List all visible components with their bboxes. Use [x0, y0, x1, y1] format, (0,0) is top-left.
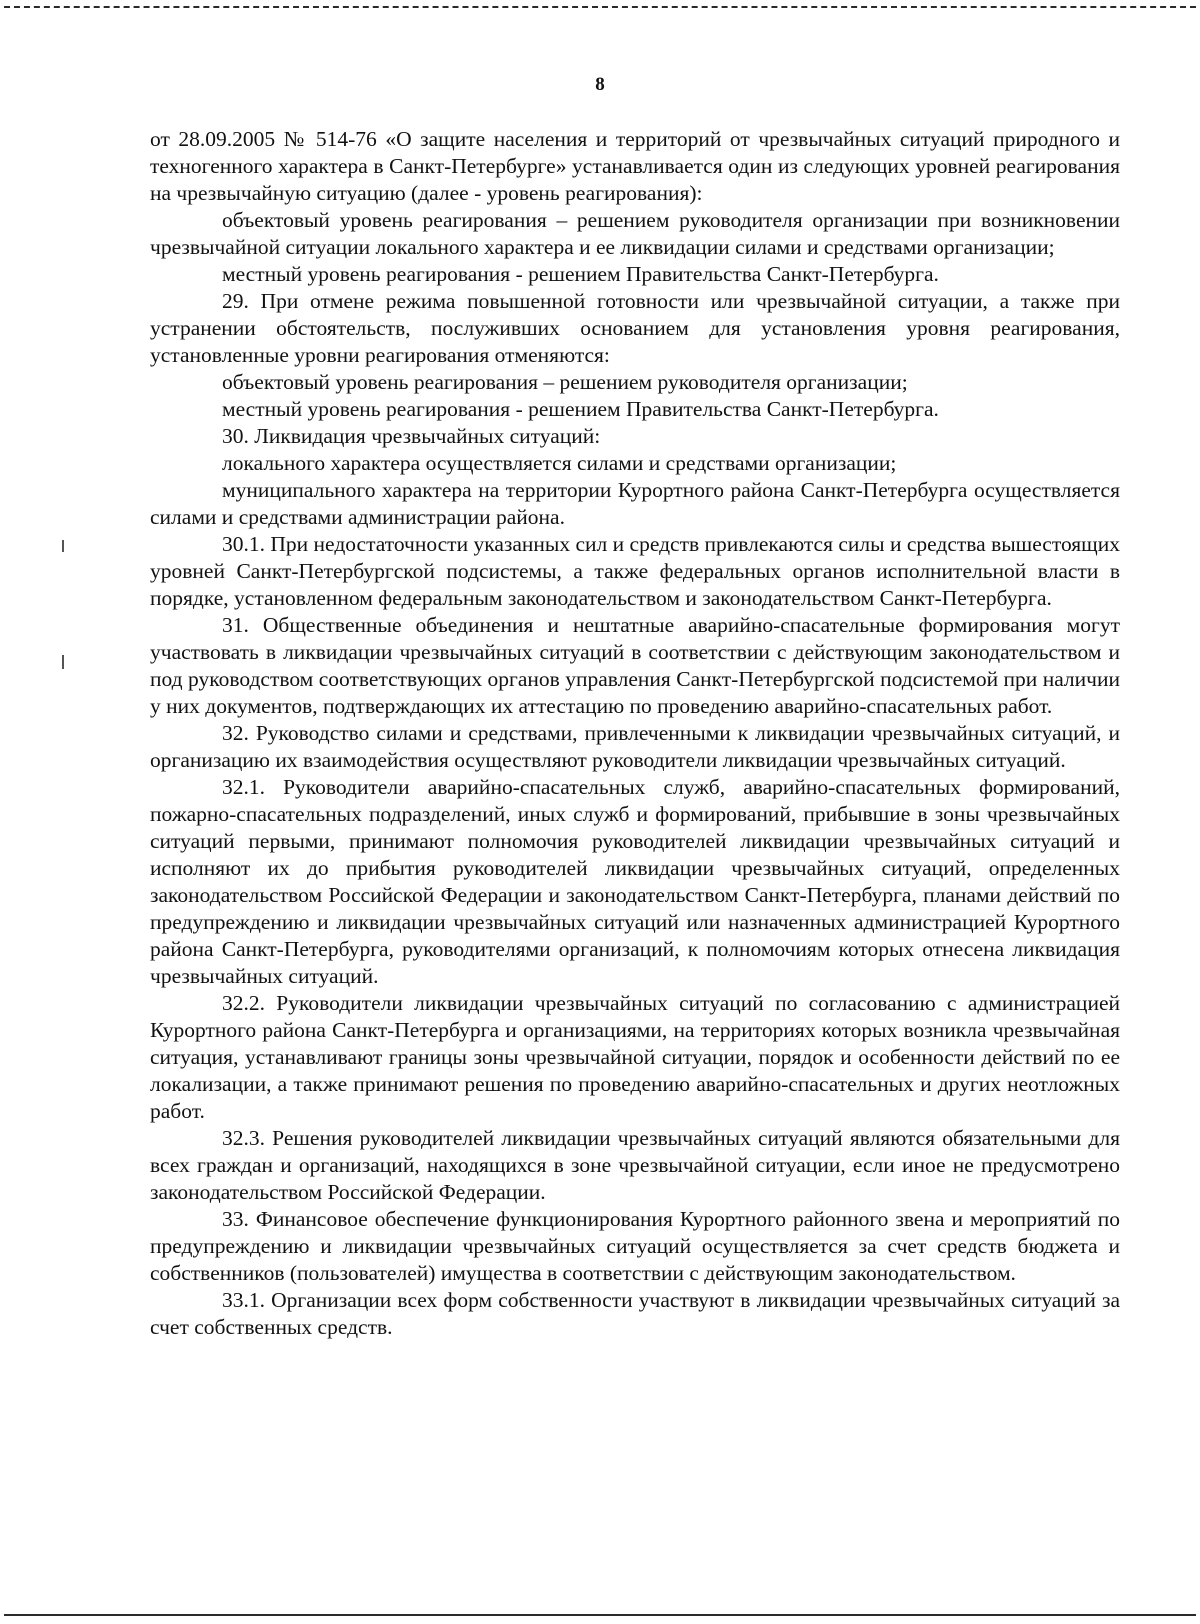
paragraph: от 28.09.2005 № 514-76 «О защите населения и территорий от чрезвычайных ситуаций природного и техногенного характера в Санкт-Петербурге» устанавливается один из следующих уровней реагирования на чрезвычайную ситуацию (далее - уровень реагирования): [150, 127, 1120, 205]
paragraph: 32.2. Руководители ликвидации чрезвычайных ситуаций по согласованию с администрацией Курортного района Санкт-Петербурга и организациями, на территориях которых возникла чрезвычайная ситуация, устанавливают границы зоны чрезвычайной ситуации, порядок и особенности действий по ее локализации, а также принимают решения по проведению аварийно-спасательных и других неотложных работ. [150, 991, 1120, 1123]
page-number: 8 [595, 74, 605, 95]
paragraph: 29. При отмене режима повышенной готовности или чрезвычайной ситуации, а также при устранении обстоятельств, послуживших основанием для установления уровня реагирования, установленные уровни реагирования отменяются: [150, 289, 1120, 367]
paragraph: местный уровень реагирования - решением Правительства Санкт-Петербурга. [222, 262, 939, 286]
paragraph: 32.1. Руководители аварийно-спасательных служб, аварийно-спасательных формирований, пожарно-спасательных подразделений, иных служб и формирований, прибывшие в зоны чрезвычайных ситуаций первыми, принимают полномочия руководителей ликвидации чрезвычайных ситуаций и исполняют их до прибытия руководителей ликвидации чрезвычайных ситуаций, определенных законодательством Российской Федерации и законодательством Санкт-Петербурга, планами действий по предупреждению и ликвидации чрезвычайных ситуаций или назначенных администрацией Курортного района Санкт-Петербурга, руководителями организаций, к полномочиям которых отнесена ликвидация чрезвычайных ситуаций. [150, 775, 1120, 988]
paragraph: муниципального характера на территории Курортного района Санкт-Петербурга осуществляется силами и средствами администрации района. [150, 478, 1120, 529]
paragraph: 30.1. При недостаточности указанных сил и средств привлекаются силы и средства вышестоящих уровней Санкт-Петербургской подсистемы, а также федеральных органов исполнительной власти в порядке, установленном федеральным законодательством и законодательством Санкт-Петербурга. [150, 532, 1120, 610]
paragraph: 31. Общественные объединения и нештатные аварийно-спасательные формирования могут участвовать в ликвидации чрезвычайных ситуаций в соответствии с действующим законодательством и под руководством соответствующих органов управления Санкт-Петербургской подсистемой при наличии у них документов, подтверждающих их аттестацию по проведению аварийно-спасательных работ. [150, 613, 1120, 718]
paragraph: 32.3. Решения руководителей ликвидации чрезвычайных ситуаций являются обязательными для всех граждан и организаций, находящихся в зоне чрезвычайной ситуации, если иное не предусмотрено законодательством Российской Федерации. [150, 1126, 1120, 1204]
paragraph: локального характера осуществляется силами и средствами организации; [222, 451, 897, 475]
document-body [150, 126, 1120, 1341]
paragraph: местный уровень реагирования - решением Правительства Санкт-Петербурга. [222, 397, 939, 421]
paragraph: 33. Финансовое обеспечение функционирования Курортного районного звена и мероприятий по предупреждению и ликвидации чрезвычайных ситуаций осуществляется за счет средств бюджета и собственников (пользователей) имущества в соответствии с действующим законодательством. [150, 1207, 1120, 1285]
scan-top-border [4, 6, 1196, 8]
paragraph: объектовый уровень реагирования – решением руководителя организации при возникновении чрезвычайной ситуации локального характера и ее ликвидации силами и средствами организации; [150, 208, 1120, 259]
paragraph: объектовый уровень реагирования – решением руководителя организации; [222, 370, 908, 394]
paragraph: 30. Ликвидация чрезвычайных ситуаций: [222, 424, 601, 448]
paragraph: 33.1. Организации всех форм собственности участвуют в ликвидации чрезвычайных ситуаций за счет собственных средств. [150, 1288, 1120, 1339]
scan-bottom-border [4, 1614, 1196, 1616]
paragraph: 32. Руководство силами и средствами, привлеченными к ликвидации чрезвычайных ситуаций, и организацию их взаимодействия осуществляют руководители ликвидации чрезвычайных ситуаций. [150, 721, 1120, 772]
scan-margin-mark [62, 540, 64, 552]
scan-margin-mark [62, 655, 64, 669]
